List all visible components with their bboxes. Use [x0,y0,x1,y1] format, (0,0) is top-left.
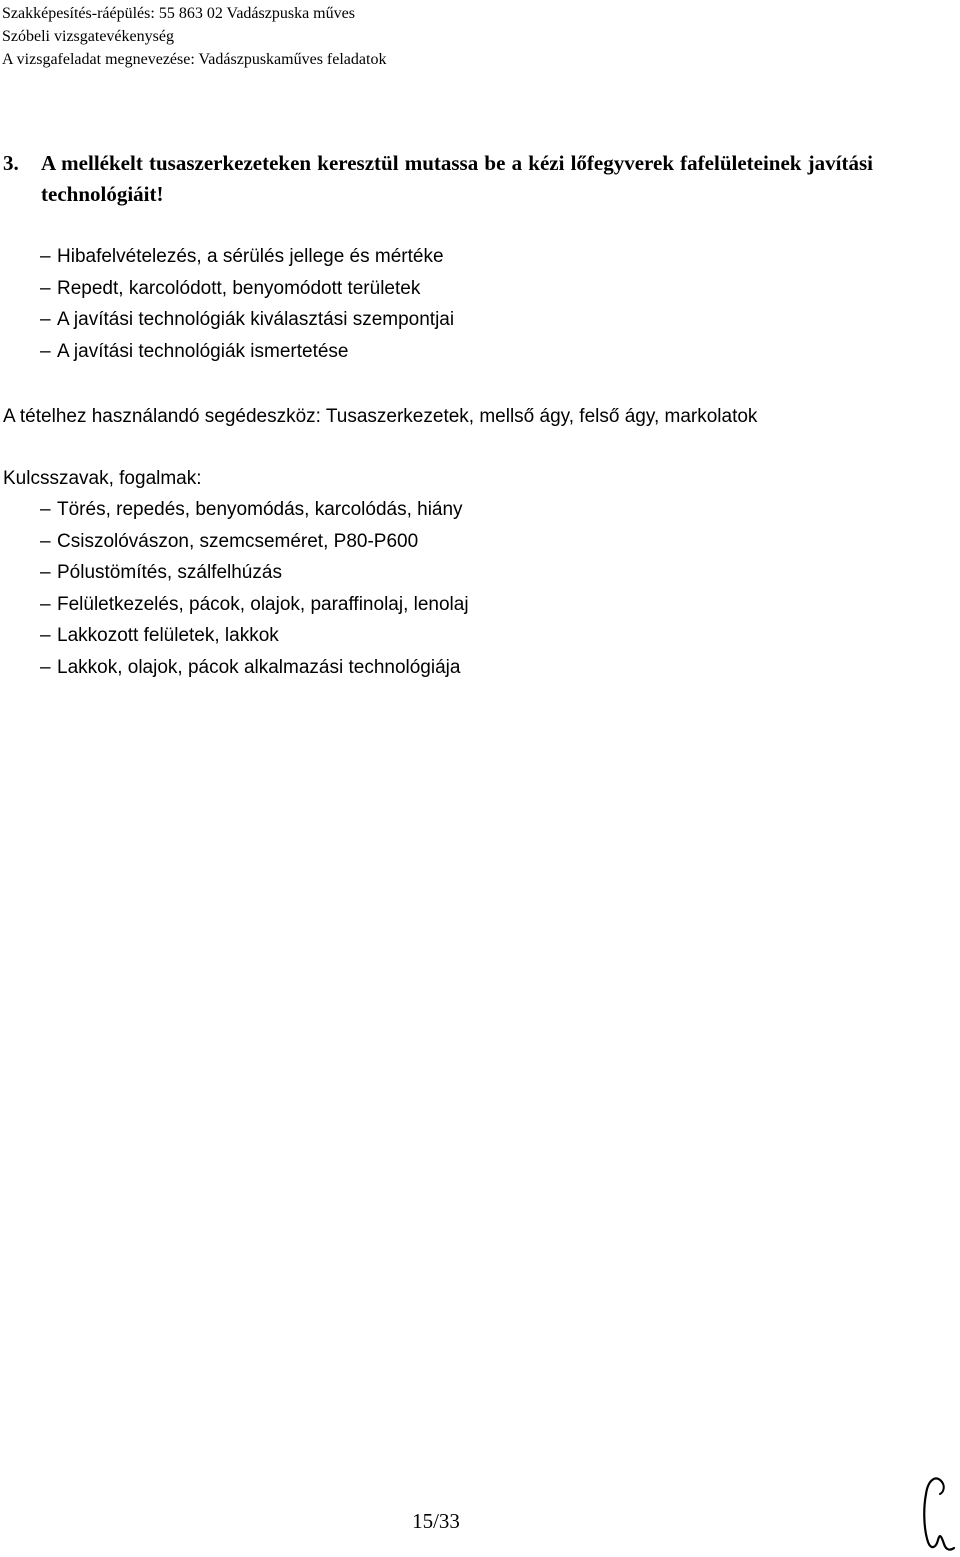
list-item [40,652,469,684]
topic-text: A javítási technológiák ismertetése [57,340,349,362]
question-text: A mellékelt tusaszerkezeteken keresztül mutassa be a kézi lőfegyverek fafelületeinek javítási technológiáit! [41,151,873,206]
dash-bullet-icon: – [40,593,51,615]
keyword-text: Csiszolóvászon, szemcseméret, P80-P600 [57,530,419,552]
topic-list [40,241,454,367]
list-item [40,494,469,526]
topic-text: A javítási technológiák kiválasztási szempontjai [57,309,455,330]
dash-bullet-icon: – [40,530,51,552]
list-item [40,589,469,621]
dash-bullet-icon: – [40,340,51,362]
keyword-text: Felületkezelés, pácok, olajok, paraffinolaj, lenolaj [57,593,469,615]
keywords-title: Kulcsszavak, fogalmak: [3,468,202,489]
dash-bullet-icon: – [40,625,51,646]
header-task-name: A vizsgafeladat megnevezése: Vadászpuskaműves feladatok [2,51,387,68]
list-item [40,336,454,368]
dash-bullet-icon: – [40,309,51,330]
keyword-text: Törés, repedés, benyomódás, karcolódás, hiány [57,499,463,520]
question-number: 3. [3,151,19,175]
topic-text: Hibafelvételezés, a sérülés jellege és mértéke [57,246,444,267]
list-item [40,304,454,336]
list-item [40,620,469,652]
dash-bullet-icon: – [40,246,51,267]
keyword-text: Lakkozott felületek, lakkok [57,625,279,646]
header-exam-activity: Szóbeli vizsgatevékenység [2,28,174,45]
keyword-text: Lakkok, olajok, pácok alkalmazási technológiája [57,656,461,678]
document-header [2,2,386,71]
header-qualification: Szakképesítés-ráépülés: 55 863 02 Vadászpuska műves [2,5,355,22]
list-item [40,526,469,558]
page-number: 15/33 [412,1509,460,1533]
dash-bullet-icon: – [40,656,51,678]
keyword-list [40,494,469,683]
list-item [40,557,469,589]
dash-bullet-icon: – [40,277,51,299]
list-item [40,273,454,305]
dash-bullet-icon: – [40,562,51,583]
topic-text: Repedt, karcolódott, benyomódott területek [57,277,421,299]
dash-bullet-icon: – [40,499,51,520]
handwritten-initial-signature [918,1472,958,1554]
keyword-text: Pólustömítés, szálfelhúzás [57,562,282,583]
list-item [40,241,454,273]
question [3,148,873,210]
tools-statement: A tételhez használandó segédeszköz: Tusaszerkezetek, mellső ágy, felső ágy, markolatok [3,406,758,427]
